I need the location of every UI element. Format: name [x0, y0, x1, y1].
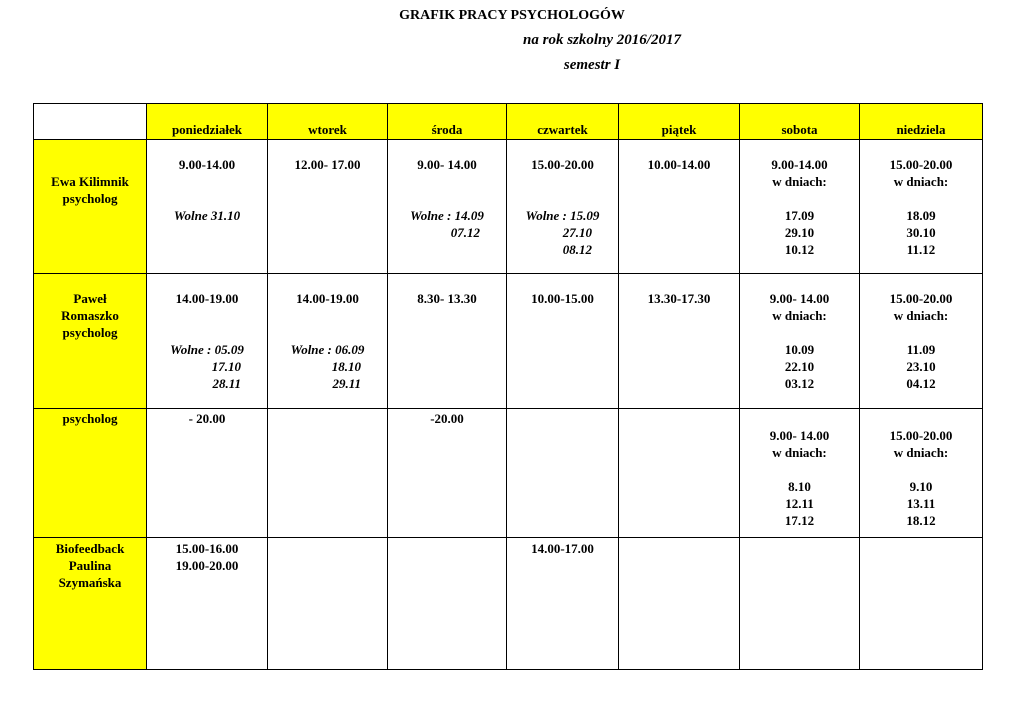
schedule-cell: [147, 409, 268, 538]
free-days: Wolne 31.10: [173, 208, 241, 223]
date: 17.09: [784, 208, 815, 223]
schedule-cell: [268, 274, 388, 409]
day-header: niedziela: [860, 104, 983, 140]
schedule-cell: [740, 409, 860, 538]
semester: semestr I: [563, 57, 621, 73]
schedule-cell: [619, 140, 740, 274]
table-row: [34, 409, 983, 538]
date: 8.10: [788, 479, 811, 494]
schedule-cell: [619, 409, 740, 538]
table-row: [34, 538, 983, 670]
person-role: psycholog: [62, 191, 118, 206]
hours: 9.00-14.00: [178, 157, 236, 172]
person-name: Ewa Kilimnik: [51, 174, 129, 189]
person-role: psycholog: [62, 325, 118, 340]
date: 13.11: [906, 496, 936, 511]
person-cell: [34, 538, 147, 670]
hours: 9.00-14.00: [771, 157, 828, 172]
hours: - 20.00: [188, 411, 226, 426]
free-days: Wolne : 15.09: [525, 208, 600, 223]
w-dniach: w dniach:: [893, 445, 949, 460]
date: 11.09: [906, 342, 936, 357]
hours: 13.30-17.30: [647, 291, 711, 306]
schedule-cell: [268, 538, 388, 670]
free-days: 28.11: [212, 376, 241, 391]
schedule-cell: [507, 538, 619, 670]
hours: 14.00-17.00: [531, 541, 594, 556]
person-name: Szymańska: [58, 575, 122, 590]
person-name: Biofeedback: [55, 541, 125, 556]
day-header: czwartek: [507, 104, 619, 140]
schedule-cell: [268, 409, 388, 538]
date: 12.11: [785, 496, 814, 511]
hours: 9.00- 14.00: [769, 291, 830, 306]
free-days: 29.11: [332, 376, 361, 391]
person-role: psycholog: [62, 411, 118, 426]
hours: 15.00-20.00: [531, 157, 594, 172]
free-days: 17.10: [211, 359, 241, 374]
schedule-cell: [740, 538, 860, 670]
schedule-cell: [147, 274, 268, 409]
schedule-cell: [860, 274, 983, 409]
schedule-cell: [619, 538, 740, 670]
schedule-cell: [507, 140, 619, 274]
person-name: Paulina: [68, 558, 112, 573]
day-header: wtorek: [268, 104, 388, 140]
free-days: 18.10: [331, 359, 361, 374]
date: 10.09: [784, 342, 815, 357]
hours: 15.00-20.00: [889, 157, 953, 172]
person-cell: [34, 140, 147, 274]
schedule-cell: [268, 140, 388, 274]
schedule-cell: [507, 274, 619, 409]
w-dniach: w dniach:: [893, 174, 949, 189]
hours: 9.00- 14.00: [769, 428, 830, 443]
schedule-cell: [388, 409, 507, 538]
hours: 15.00-20.00: [889, 291, 953, 306]
date: 18.12: [906, 513, 936, 528]
free-days: Wolne : 06.09: [290, 342, 365, 357]
schedule-table: [33, 103, 983, 670]
hours: 15.00-20.00: [889, 428, 953, 443]
school-year: na rok szkolny 2016/2017: [523, 32, 681, 48]
schedule-cell: [507, 409, 619, 538]
header-row: [34, 104, 983, 140]
day-header: sobota: [740, 104, 860, 140]
person-cell: [34, 409, 147, 538]
free-days: Wolne : 05.09: [170, 342, 244, 357]
page-title: GRAFIK PRACY PSYCHOLOGÓW: [399, 8, 625, 23]
free-days: 07.12: [450, 225, 480, 240]
w-dniach: w dniach:: [772, 445, 827, 460]
schedule-cell: [860, 409, 983, 538]
schedule-cell: [740, 140, 860, 274]
table-row: [34, 274, 983, 409]
w-dniach: w dniach:: [772, 308, 827, 323]
date: 18.09: [906, 208, 936, 223]
free-days: Wolne : 14.09: [410, 208, 484, 223]
hours: 10.00-15.00: [531, 291, 594, 306]
hours: 19.00-20.00: [175, 558, 239, 573]
person-cell: [34, 274, 147, 409]
schedule-cell: [619, 274, 740, 409]
w-dniach: w dniach:: [772, 174, 827, 189]
date: 29.10: [784, 225, 815, 240]
schedule-cell: [860, 140, 983, 274]
date: 17.12: [784, 513, 815, 528]
schedule-cell: [860, 538, 983, 670]
schedule-cell: [388, 538, 507, 670]
date: 30.10: [906, 225, 936, 240]
schedule-cell: [147, 140, 268, 274]
date: 9.10: [909, 479, 933, 494]
corner-cell: [34, 104, 147, 140]
date: 04.12: [906, 376, 936, 391]
date: 10.12: [784, 242, 815, 257]
date: 03.12: [784, 376, 815, 391]
day-header: poniedziałek: [147, 104, 268, 140]
free-days: 08.12: [562, 242, 592, 257]
hours: 8.30- 13.30: [417, 291, 477, 306]
hours: 14.00-19.00: [296, 291, 359, 306]
hours: 15.00-16.00: [175, 541, 239, 556]
hours: 9.00- 14.00: [417, 157, 477, 172]
hours: -20.00: [430, 411, 464, 426]
date: 22.10: [784, 359, 815, 374]
schedule-cell: [388, 140, 507, 274]
day-header: środa: [388, 104, 507, 140]
schedule-cell: [388, 274, 507, 409]
table-row: [34, 140, 983, 274]
free-days: 27.10: [562, 225, 592, 240]
hours: 10.00-14.00: [647, 157, 711, 172]
date: 11.12: [906, 242, 936, 257]
schedule-cell: [147, 538, 268, 670]
date: 23.10: [906, 359, 936, 374]
w-dniach: w dniach:: [893, 308, 949, 323]
person-name: Paweł: [73, 291, 107, 306]
person-name: Romaszko: [61, 308, 119, 323]
hours: 12.00- 17.00: [294, 157, 361, 172]
day-header: piątek: [619, 104, 740, 140]
schedule-cell: [740, 274, 860, 409]
hours: 14.00-19.00: [175, 291, 239, 306]
